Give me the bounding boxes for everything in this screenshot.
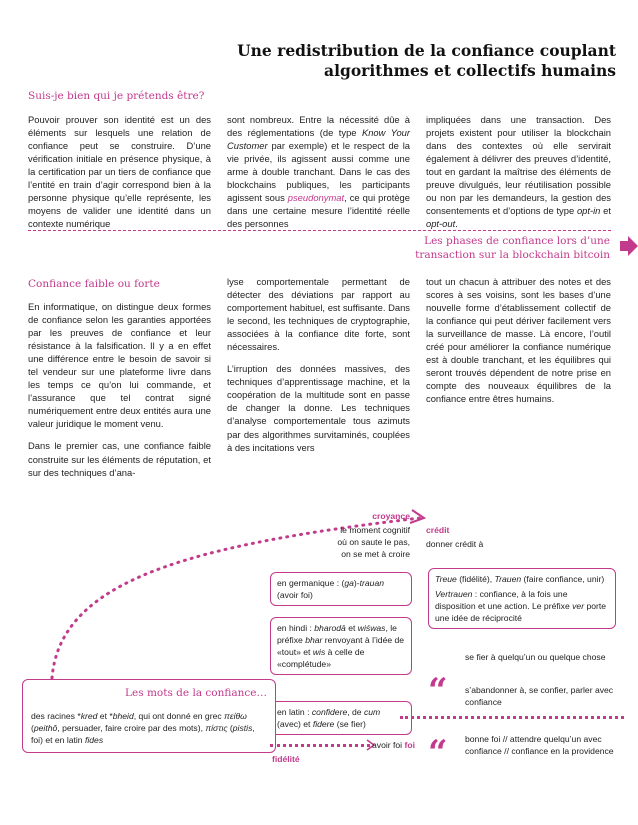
section1-col3: impliquées dans une transaction. Des projets existent pour utiliser la blockchain dans des contextes où elle servirait également à délivrer des preuves d’identité, tout en gardant la maîtrise des éléments de preuve divulgués, leur réutilisation possible ou non par les demandeurs, la gestion des consentements et d’options de type opt-in et opt-out.	[426, 114, 611, 230]
words-text: des racines *kred et *bheid, qui ont donné en grec πείθω (peithô, persuader, faire croire par des mots), πίστις (pistis, foi) et en latin fides	[31, 711, 255, 745]
page-title	[196, 41, 616, 81]
avoir-foi-text: avoir foi	[372, 740, 403, 750]
arrow-right-icon[interactable]	[620, 236, 638, 256]
germanic-box: en germanique : (ga)-trauan (avoir foi)	[270, 572, 412, 606]
quote2: bonne foi // attendre quelqu’un avec confiance // confiance en la providence	[465, 734, 614, 756]
credit-definition: donner crédit à	[426, 539, 484, 549]
section2-col1	[28, 300, 211, 488]
croyance-def-line: on se met à croire	[341, 549, 410, 559]
vertrauen-line: Vertrauen : confiance, à la fois une disposition et une action. Le préfixe ver porte une idée de réciprocité	[435, 589, 607, 623]
croyance-def-line: où on saute le pas,	[337, 537, 410, 547]
avoir-foi-label: avoir foi foi	[372, 740, 415, 750]
words-of-trust-box	[22, 679, 276, 753]
words-title: Les mots de la confiance…	[125, 687, 267, 699]
croyance-word: croyance	[372, 511, 410, 521]
section2-heading: Confiance faible ou forte	[28, 278, 160, 290]
dotted-line	[270, 744, 370, 747]
section1-heading: Suis-je bien qui je prétends être?	[28, 90, 205, 102]
section2-col2-p2: L’irruption des données massives, des techniques d’apprentissage machine, et la coopération de la multitude sont en passe de changer la donne. Les techniques d’analyse comportementale tous azimuts par des algorithmes survitaminés, couplées à des incitations vers	[227, 363, 410, 453]
croyance-def-line: le moment cognitif	[340, 525, 410, 535]
treue-line: Treue (fidélité), Trauen (faire confiance, unir)	[435, 574, 605, 584]
link-line-2: transaction sur la blockchain bitcoin	[415, 249, 610, 261]
quote-mark-icon: “	[428, 733, 448, 773]
link-line-1: Les phases de confiance lors d’une	[424, 235, 610, 247]
latin-box: en latin : confidere, de cum (avec) et fidere (se fier)	[270, 701, 412, 735]
blockchain-phases-link[interactable]	[410, 234, 610, 262]
dotted-line	[400, 716, 624, 719]
section2-col2-p1: lyse comportementale permettant de détecter des déviations par rapport au comportement habituel, est suffisante. Dans le second, les techniques de cryptographie, associées à la confiance dite forte, sont nécessaires.	[227, 276, 410, 353]
croyance-definition	[290, 524, 410, 560]
title-line-2: algorithmes et collectifs humains	[324, 61, 616, 80]
section1-col1: Pouvoir prouver son identité est un des éléments sur lesquels une relation de confiance peut se construire. D’une vérification initiale en présence physique, à la certification par un tiers de confiance que l’entité en train d’agir correspond bien à la personne physique qu’elle représente, les moyens de valider une identité dans un contexte numérique	[28, 114, 211, 230]
credit-word: crédit	[426, 525, 450, 535]
quote1-a: se fier à quelqu’un ou quelque chose	[465, 652, 606, 662]
quote-mark-icon: “	[428, 671, 448, 711]
section2-col1-p1: En informatique, on distingue deux formes de confiance selon les garanties apportées par les preuves de confiance et leur résistance à la falsification. Il y a en effet une différence entre le besoin de savoir si tel vendeur sur une plateforme livre dans les temps ce qu’on lui commande, et l’assurance que tel contrat signé numériquement entre deux entités aura une valeur juridique le moment venu.	[28, 301, 211, 430]
german-words-box	[428, 568, 616, 629]
section2-col1-p2: Dans le premier cas, une confiance faible construite sur les éléments de réputation, et sur des techniques d’ana-	[28, 440, 211, 478]
quote1-b: s’abandonner à, se confier, parler avec confiance	[465, 685, 614, 707]
section1-col2: sont nombreux. Entre la nécessité dûe à des réglementations (de type Know Your Customer par exemple) et le respect de la vie privée, ils agissent aussi comme une arme à double tranchant. Dans le cas des blockchains publiques, les participants agissent sous pseudonymat, ce qui protège dans une certaine mesure l’identité réelle des personnes	[227, 114, 411, 230]
title-line-1: Une redistribution de la confiance couplant	[237, 41, 616, 60]
section2-col2	[227, 275, 410, 463]
fidelite-word: fidélité	[272, 754, 300, 764]
section2-col3: tout un chacun à attribuer des notes et des scores à ses voisins, sont les bases d’une nouvelle forme d’établissement collectif de la confiance qui peut dériver facilement vers la surveillance de masse. Là encore, l’outil créé pour améliorer la confiance numérique est à double tranchant, et les équilibres qui seront trouvés dépendent de notre prise en compte des nouveaux équilibres de la confiance entre êtres humains.	[426, 276, 611, 405]
section-divider	[28, 230, 611, 231]
hindi-box: en hindi : bharodā et wiśwas, le préfixe bhar renvoyant à l’idée de «tout» et wis à celle de «complétude»	[270, 617, 412, 675]
